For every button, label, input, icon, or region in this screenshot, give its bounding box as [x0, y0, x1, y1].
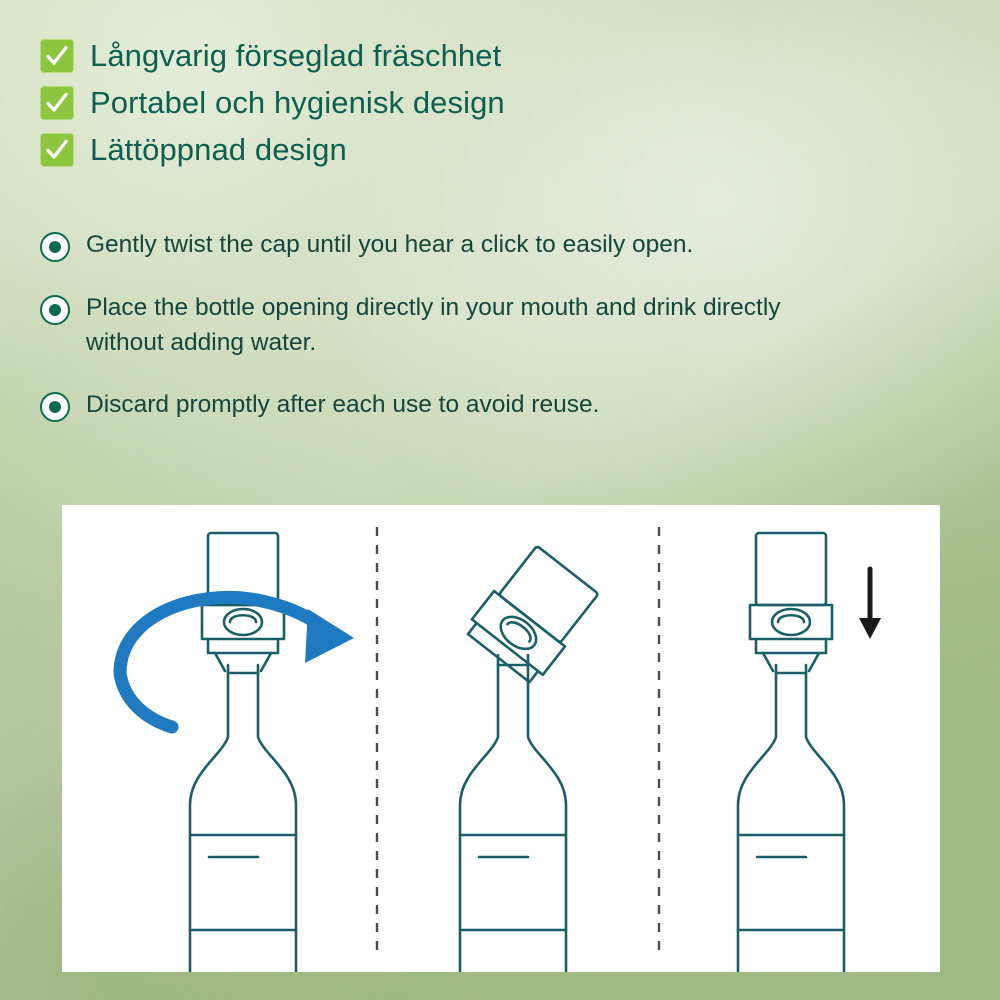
feature-label: Lättöppnad design [90, 132, 347, 167]
feature-item [40, 85, 940, 121]
instruction-item [40, 291, 830, 361]
feature-item [40, 38, 940, 74]
instruction-text: Place the bottle opening directly in your mouth and drink directly without adding water. [86, 293, 781, 356]
feature-item [40, 132, 940, 168]
radio-selected-icon [40, 232, 70, 262]
instruction-item [40, 388, 830, 423]
feature-label: Portabel och hygienisk design [90, 85, 505, 120]
instruction-text: Gently twist the cap until you hear a click to easily open. [86, 231, 694, 258]
checkbox-checked-icon [40, 133, 74, 167]
instruction-list [40, 228, 830, 451]
instruction-text: Discard promptly after each use to avoid reuse. [86, 391, 600, 419]
feature-list [40, 38, 940, 179]
instruction-item [40, 228, 830, 263]
feature-label: Långvarig förseglad fräschhet [90, 38, 502, 73]
checkbox-checked-icon [40, 39, 74, 73]
radio-selected-icon [40, 392, 70, 422]
checkbox-checked-icon [40, 86, 74, 120]
usage-diagram-panel [62, 505, 940, 972]
radio-selected-icon [40, 295, 70, 325]
